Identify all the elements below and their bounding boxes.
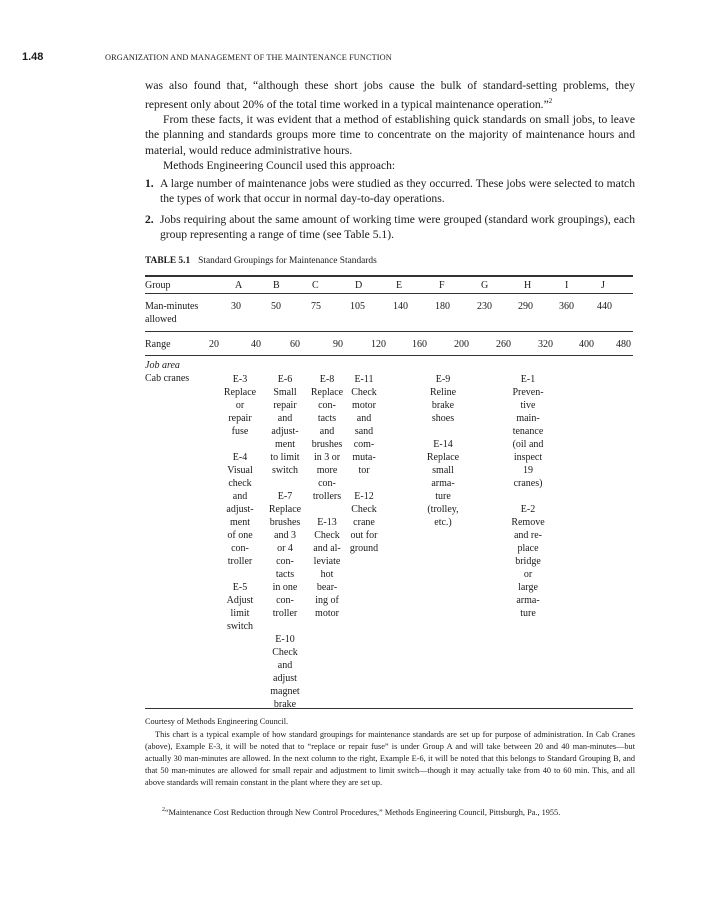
group-cell: B [273, 280, 280, 291]
footnote-text: “Maintenance Cost Reduction through New Control Procedures,” Methods Engineering Council, Pittsburgh, Pa., 1955. [165, 807, 561, 817]
range-cell: 120 [371, 339, 386, 350]
range-cell: 160 [412, 339, 427, 350]
numbered-list [145, 176, 635, 248]
range-cell: 60 [290, 339, 300, 350]
minutes-cell: 180 [435, 301, 450, 312]
jobs-group-b: E-6 Small repair and adjust- ment to limit switch E-7 Replace brushes and 3 or 4 con- tacts in one con- troller E-10 Check and adjust magnet brake [268, 374, 302, 710]
range-header: Range [145, 339, 171, 350]
table-courtesy: Courtesy of Methods Engineering Council. [145, 717, 289, 726]
page-number: 1.48 [22, 51, 44, 63]
group-cell: H [524, 280, 532, 291]
group-cell: G [481, 280, 489, 291]
table-title: Standard Groupings for Maintenance Standards [198, 256, 377, 266]
table-minutes-rule [145, 331, 633, 332]
minutes-cell: 290 [518, 301, 533, 312]
range-cell: 260 [496, 339, 511, 350]
table-label: TABLE 5.1 [145, 256, 191, 266]
table-header-rule [145, 293, 633, 294]
jobs-group-a: E-3 Replace or repair fuse E-4 Visual check and adjust- ment of one con- troller E-5 Adjust limit switch [223, 374, 257, 632]
paragraph-1: was also found that, “although these short jobs cause the bulk of standard-setting problems, they represent only about 20% of the total time worked in a typical maintenance operation.”$^2$ [145, 79, 635, 111]
jobs-group-f: E-9 Reline brake shoes E-14 Replace small arma- ture (trolley, etc.) [426, 374, 460, 528]
minutes-cell: 360 [559, 301, 574, 312]
range-cell: 480 [616, 339, 631, 350]
jobs-group-c: E-8 Replace con- tacts and brushes in 3 or more con- trollers E-13 Check and al- leviate hot bear- ing of motor [310, 374, 344, 619]
paragraph-3: Methods Engineering Council used this approach: [163, 159, 396, 173]
list-text: A large number of maintenance jobs were studied as they occurred. These jobs were selected to match the types of work that occur in normal day-to-day operations. [160, 177, 635, 205]
minutes-cell: 440 [597, 301, 612, 312]
jobs-group-h: E-1 Preven- tive main- tenance (oil and inspect 19 cranes) E-2 Remove and re- place bridge or large arma- ture [511, 374, 545, 619]
range-cell: 90 [333, 339, 343, 350]
minutes-header: Man-minutes [145, 301, 199, 312]
footnote-mark: 2 [162, 807, 165, 813]
group-cell: A [235, 280, 243, 291]
list-text: Jobs requiring about the same amount of working time were grouped (standard work groupings), each group representing a range of time (see Table 5.1). [160, 213, 635, 241]
list-number: 2. [145, 213, 154, 226]
minutes-cell: 75 [311, 301, 321, 312]
body-text [145, 78, 635, 174]
table-explanation: This chart is a typical example of how standard groupings for maintenance standards are set up for purpose of administration. In Cab Cranes (above), Example E-3, it will be noted that to “replace or repair fuse” is under Group A and will take between 20 and 40 man-minutes—but actually 30 man-minutes are allowed. In the next column to the right, Example E-6, it will be noted that this belongs to Standard Grouping B, and that 50 man-minutes are allowed for small repair and adjustment to limit switch—though it may actually take from 40 to 60 min. This, and all above standards will remain constant in the plant where they are set up. [145, 730, 635, 787]
group-cell: J [601, 280, 605, 291]
range-cell: 40 [251, 339, 261, 350]
minutes-cell: 230 [477, 301, 492, 312]
job-area-header: Job area [145, 360, 180, 371]
group-cell: C [312, 280, 319, 291]
list-item [145, 212, 635, 242]
table-caption [145, 256, 377, 266]
group-header: Group [145, 280, 171, 291]
list-item [145, 176, 635, 206]
range-cell: 20 [209, 339, 219, 350]
group-cell: E [396, 280, 403, 291]
group-cell: D [355, 280, 363, 291]
table-range-rule [145, 355, 633, 356]
table-top-rule [145, 275, 633, 277]
jobs-group-d: E-11 Check motor and sand com- muta- tor E-12 Check crane out for ground [349, 374, 379, 554]
minutes-cell: 50 [271, 301, 281, 312]
paragraph-2: From these facts, it was evident that a method of establishing quick standards on small jobs, to leave the planning and standards groups more time to concentrate on the majority of maintenance hours and material, would reduce administrative hours. [145, 112, 635, 157]
footnote [162, 804, 632, 819]
minutes-header-2: allowed [145, 314, 177, 325]
minutes-cell: 30 [231, 301, 241, 312]
footnote-ref: 2 [548, 96, 553, 105]
job-area-name: Cab cranes [145, 373, 190, 384]
range-cell: 200 [454, 339, 469, 350]
group-cell: F [439, 280, 445, 291]
range-cell: 320 [538, 339, 553, 350]
group-cell: I [565, 280, 569, 291]
running-title: ORGANIZATION AND MANAGEMENT OF THE MAINTENANCE FUNCTION [105, 53, 392, 62]
minutes-cell: 140 [393, 301, 408, 312]
table-bottom-rule [145, 708, 633, 709]
range-cell: 400 [579, 339, 594, 350]
list-number: 1. [145, 177, 154, 190]
minutes-cell: 105 [350, 301, 365, 312]
